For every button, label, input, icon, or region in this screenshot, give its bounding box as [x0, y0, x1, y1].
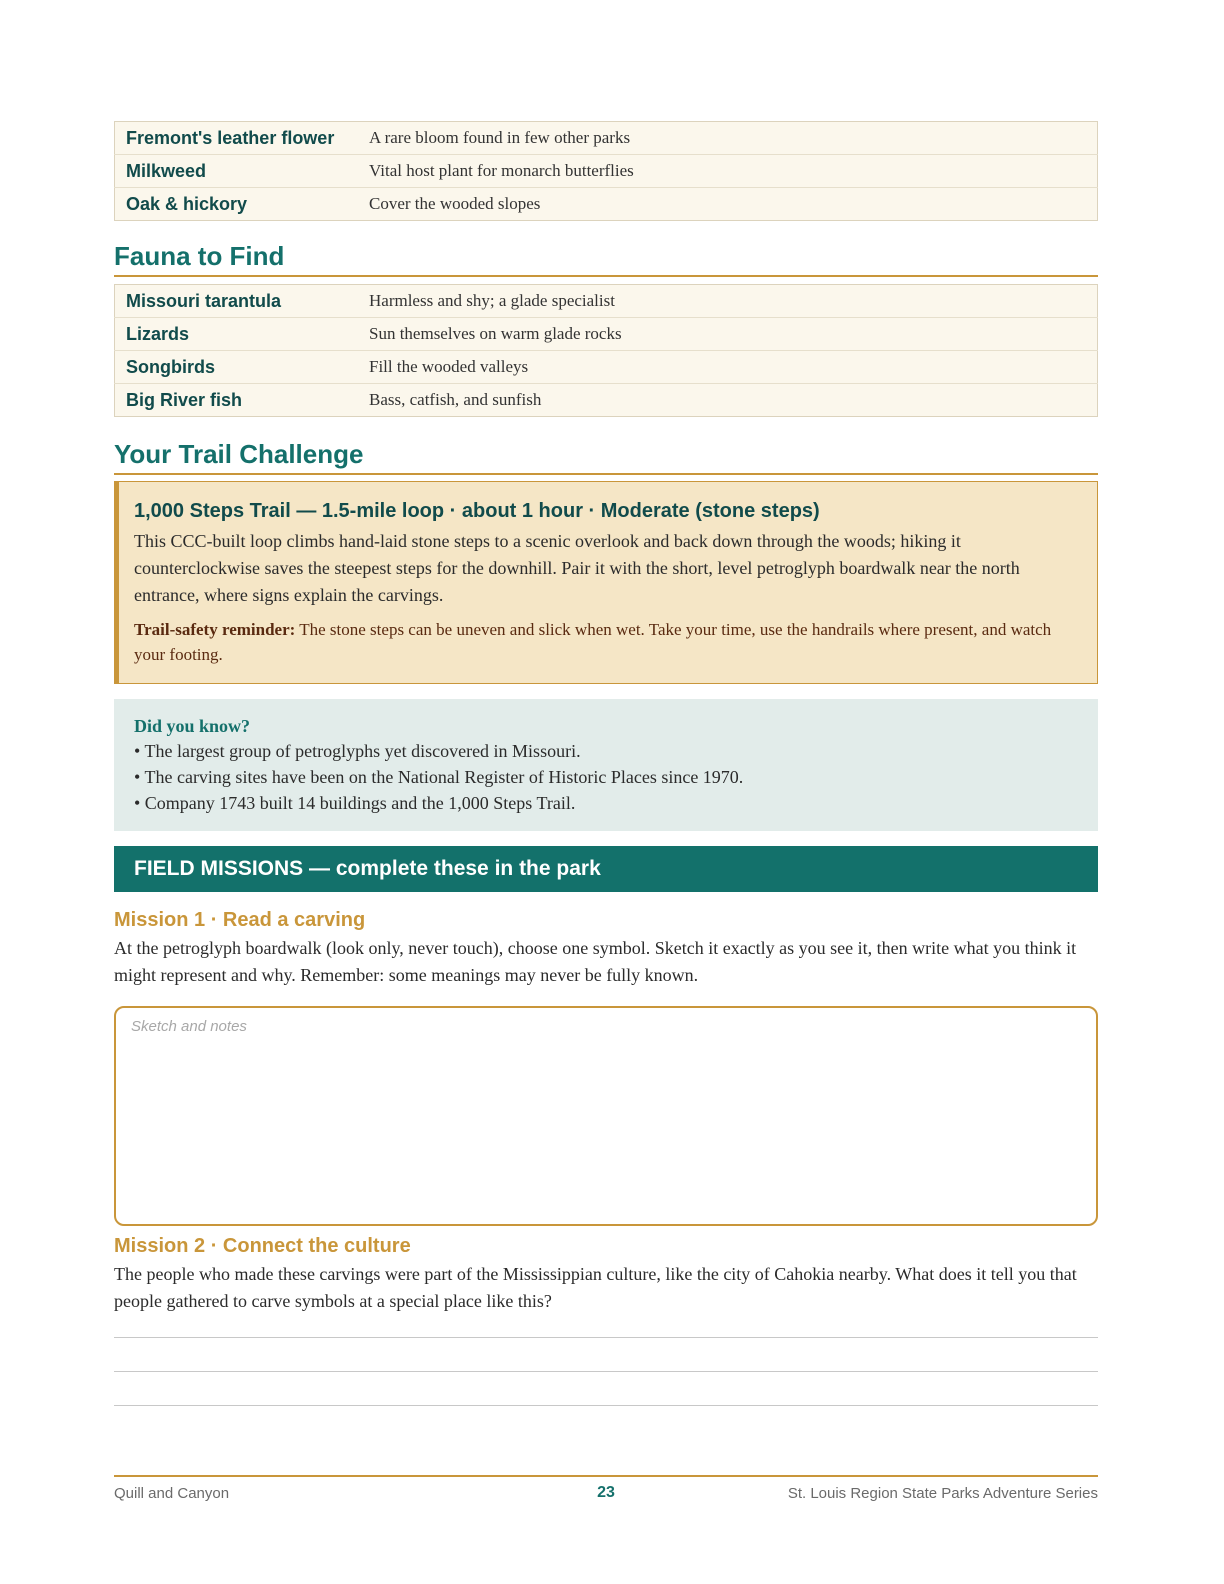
answer-line[interactable] — [114, 1371, 1098, 1372]
fauna-name: Missouri tarantula — [126, 290, 282, 311]
fauna-desc: Sun themselves on warm glade rocks — [358, 318, 1098, 351]
list-item: • The carving sites have been on the National Register of Historic Places since 1970. — [134, 767, 744, 787]
mission-1-title: Mission 1 · Read a carving — [114, 909, 366, 931]
page-footer — [114, 1475, 1098, 1511]
answer-line[interactable] — [114, 1405, 1098, 1406]
footer-series: St. Louis Region State Parks Adventure Series — [787, 1485, 1098, 1502]
fauna-name: Lizards — [115, 318, 359, 351]
table-row — [115, 384, 1098, 417]
trail-description: This CCC-built loop climbs hand-laid stone steps to a scenic overlook and back down through the woods; hiking it counterclockwise saves the steepest steps for the downhill. Pair it with the short, level petroglyph boardwalk near the north entrance, where signs explain the carvings. — [134, 531, 1020, 605]
flora-desc: Vital host plant for monarch butterflies — [358, 155, 1098, 188]
trail-safety-text: The stone steps can be uneven and slick when wet. Take your time, use the handrails where present, and watch your footing. — [134, 620, 1052, 664]
footer-publisher: Quill and Canyon — [114, 1485, 230, 1502]
fauna-table — [114, 284, 1098, 417]
page-number: 23 — [597, 1484, 615, 1501]
table-row — [115, 122, 1098, 155]
trail-heading: Your Trail Challenge — [114, 439, 1098, 475]
mission-1-text: At the petroglyph boardwalk (look only, never touch), choose one symbol. Sketch it exactly as you see it, then write what you think it might represent and why. Remember: some meanings may never be fully known. — [114, 938, 1077, 985]
flora-table — [114, 121, 1098, 221]
trail-title: 1,000 Steps Trail — 1.5-mile loop · about 1 hour · Moderate (stone steps) — [134, 500, 820, 522]
sketch-notes-area[interactable] — [114, 1006, 1098, 1226]
did-you-know-title: Did you know? — [134, 716, 251, 736]
table-row — [115, 318, 1098, 351]
flora-desc: Cover the wooded slopes — [358, 188, 1098, 221]
fauna-desc: Fill the wooded valleys — [358, 351, 1098, 384]
table-row — [115, 188, 1098, 221]
trail-safety-note — [134, 617, 1081, 667]
answer-line[interactable] — [114, 1337, 1098, 1338]
table-row — [115, 155, 1098, 188]
table-row — [115, 285, 1098, 318]
list-item: • Company 1743 built 14 buildings and the 1,000 Steps Trail. — [134, 793, 576, 813]
flora-name: Fremont's leather flower — [126, 127, 335, 148]
fauna-desc: Bass, catfish, and sunfish — [358, 384, 1098, 417]
mission-2-text: The people who made these carvings were part of the Mississippian culture, like the city of Cahokia nearby. What does it tell you that people gathered to carve symbols at a special place like this? — [114, 1264, 1077, 1311]
table-row — [115, 351, 1098, 384]
fauna-heading: Fauna to Find — [114, 241, 1098, 277]
mission-2-title: Mission 2 · Connect the culture — [114, 1235, 411, 1257]
fauna-name: Big River fish — [115, 384, 359, 417]
flora-name: Milkweed — [115, 155, 359, 188]
fauna-desc: Harmless and shy; a glade specialist — [369, 291, 615, 310]
flora-desc: A rare bloom found in few other parks — [369, 128, 631, 147]
trail-callout — [114, 481, 1098, 684]
did-you-know-box — [114, 699, 1098, 831]
trail-safety-label: Trail-safety reminder: — [134, 620, 296, 639]
fauna-name: Songbirds — [115, 351, 359, 384]
field-missions-banner: FIELD MISSIONS — complete these in the park — [114, 846, 1098, 892]
page-content — [114, 121, 1098, 1406]
sketch-notes-label: Sketch and notes — [131, 1018, 247, 1035]
flora-name: Oak & hickory — [115, 188, 359, 221]
list-item: • The largest group of petroglyphs yet discovered in Missouri. — [134, 741, 581, 761]
